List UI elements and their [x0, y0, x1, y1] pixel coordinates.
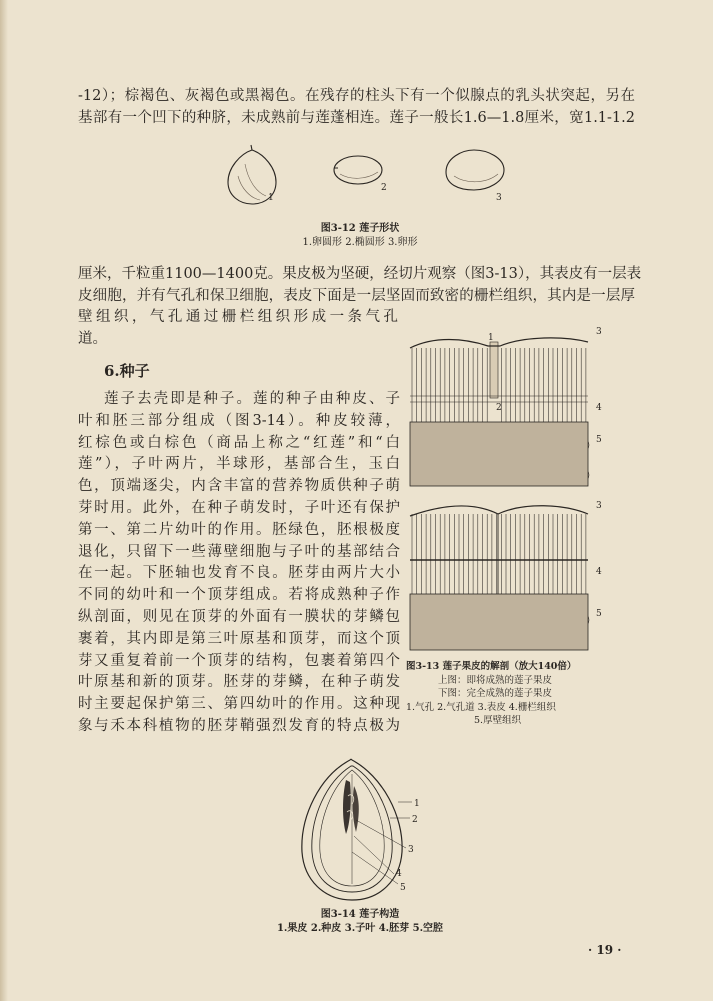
seed-paragraph: [78, 389, 400, 738]
text-line: 叶和胚三部分组成（图3-14）。种皮较薄，: [78, 412, 400, 429]
text-line: 红棕色或白棕色（商品上称之“红莲”和“白: [78, 434, 400, 451]
figure-3-12-caption: [210, 222, 510, 249]
text-line: 基部有一个凹下的种脐，未成熟前与莲蓬相连。莲子一般长1.6—1.8厘米，宽1.1-1.2: [78, 109, 635, 126]
page-edge-shadow: [0, 0, 8, 1001]
text-line: 莲”），子叶两片，半球形，基部合生，玉白: [78, 456, 400, 473]
leader-lines: [352, 802, 412, 884]
figure-3-12-title: 图3-12 莲子形状: [320, 223, 400, 234]
intro-paragraph: [78, 86, 635, 129]
text-line: 芽时用。此外，在种子萌发时，子叶还有保护: [78, 499, 400, 516]
text-line: 裹着，其内即是第三叶原基和顶芽，而这个顶: [78, 630, 400, 647]
text-line: 皮细胞，并有气孔和保卫细胞，表皮下面是一层坚固而致密的栅栏组织，其内是一层厚: [78, 287, 635, 304]
fig-3-14-label-4: 4: [396, 869, 402, 879]
figure-3-14-seed-structure: [290, 756, 450, 906]
fig-3-13-lower-label-3: 3: [596, 501, 602, 511]
figure-3-13-upper-fruit-wall: [404, 318, 612, 490]
page-number: · 19 ·: [588, 943, 622, 957]
text-line: 莲子去壳即是种子。莲的种子由种皮、子: [104, 391, 400, 407]
figure-3-13-lower-fruit-wall: [404, 494, 612, 656]
fig-3-14-label-1: 1: [414, 799, 420, 809]
fig-3-14-label-3: 3: [408, 845, 414, 855]
text-line: 叶原基和新的顶芽。胚芽的芽鳞，在种子萌发: [78, 674, 400, 691]
fruit-outline-drawing: [302, 759, 402, 900]
text-line: 壁组织，气孔通过栅栏组织形成一条气孔: [78, 309, 398, 325]
fig-3-14-label-5: 5: [400, 883, 406, 893]
fig-3-12-label-3: 3: [496, 193, 502, 203]
seed-egg-drawing: [446, 150, 504, 190]
epidermis-outline: [410, 338, 588, 348]
figure-3-13-upper-note: 上图：即将成熟的莲子果皮: [438, 674, 553, 686]
text-line: 色，顶端逐尖，内含丰富的营养物质供种子萌: [78, 478, 400, 495]
text-line: -12）；棕褐色、灰褐色或黑褐色。在残存的柱头下有一个似腺点的乳头状突起，另在: [78, 88, 635, 104]
fig-3-13-upper-label-3: 3: [596, 327, 602, 337]
epidermis-outline: [410, 506, 588, 516]
fig-3-13-lower-label-4: 4: [596, 567, 602, 577]
fig-3-13-upper-label-4: 4: [596, 403, 602, 413]
fig-3-13-upper-label-5: 5: [596, 435, 602, 445]
embryo-drawing: [343, 780, 359, 834]
figure-3-12-seed-shapes: [210, 140, 510, 220]
figure-3-13-title: 图3-13 莲子果皮的解剖（放大140倍）: [406, 661, 577, 672]
text-line: 在一起。下胚轴也发育不良。胚芽由两片大小: [78, 565, 400, 582]
text-line: 厘米，千粒重1100—1400克。果皮极为坚硬，经切片观察（图3-13），其表皮有一层表: [78, 266, 642, 282]
seed-ellipsoid-drawing: [334, 156, 382, 184]
figure-3-13-lower-note: 下图：完全成熟的莲子果皮: [438, 688, 553, 699]
fig-3-14-label-2: 2: [412, 815, 418, 825]
figure-3-14-title: 图3-14 莲子构造: [320, 909, 400, 920]
figure-3-13-legend-2: 5.厚壁组织: [474, 715, 522, 726]
text-line: 第一、第二片幼叶的作用。胚绿色，胚根极度: [78, 521, 400, 538]
fig-3-12-label-1: 1: [268, 193, 274, 203]
section-heading-seed: 6.种子: [104, 362, 150, 380]
text-line: 不同的幼叶和一个顶芽组成。若将成熟种子作: [78, 587, 400, 604]
fig-3-12-label-2: 2: [381, 183, 387, 193]
stoma-channel: [490, 342, 498, 398]
figure-3-13-legend-1: 1.气孔 2.气孔道 3.表皮 4.栅栏组织: [406, 701, 556, 713]
figure-3-12-subtitle: 1.卵圆形 2.椭圆形 3.卵形: [302, 236, 418, 248]
fig-3-13-upper-label-2: 2: [496, 403, 502, 413]
fig-3-13-lower-label-5: 5: [596, 609, 602, 619]
sclerenchyma-layer: [410, 422, 588, 486]
text-line: 退化，只留下一些薄壁细胞与子叶的基部结合: [78, 543, 400, 560]
figure-3-13-caption: [406, 660, 636, 728]
sclerenchyma-layer: [410, 594, 588, 650]
fig-3-13-upper-label-1: 1: [488, 333, 494, 343]
text-line: 象与禾本科植物的胚芽鞘强烈发育的特点极为: [78, 717, 400, 734]
figure-3-14-caption: [220, 908, 500, 935]
text-line: 时主要起保护第三、第四幼叶的作用。这种现: [78, 696, 400, 713]
figure-3-14-legend: 1.果皮 2.种皮 3.子叶 4.胚芽 5.空腔: [276, 922, 444, 934]
text-line: 道。: [78, 330, 107, 347]
text-line: 芽又重复着前一个顶芽的结构，包裹着第四个: [78, 652, 400, 669]
text-line: 纵剖面，则见在顶芽的外面有一膜状的芽鳞包: [78, 608, 400, 625]
